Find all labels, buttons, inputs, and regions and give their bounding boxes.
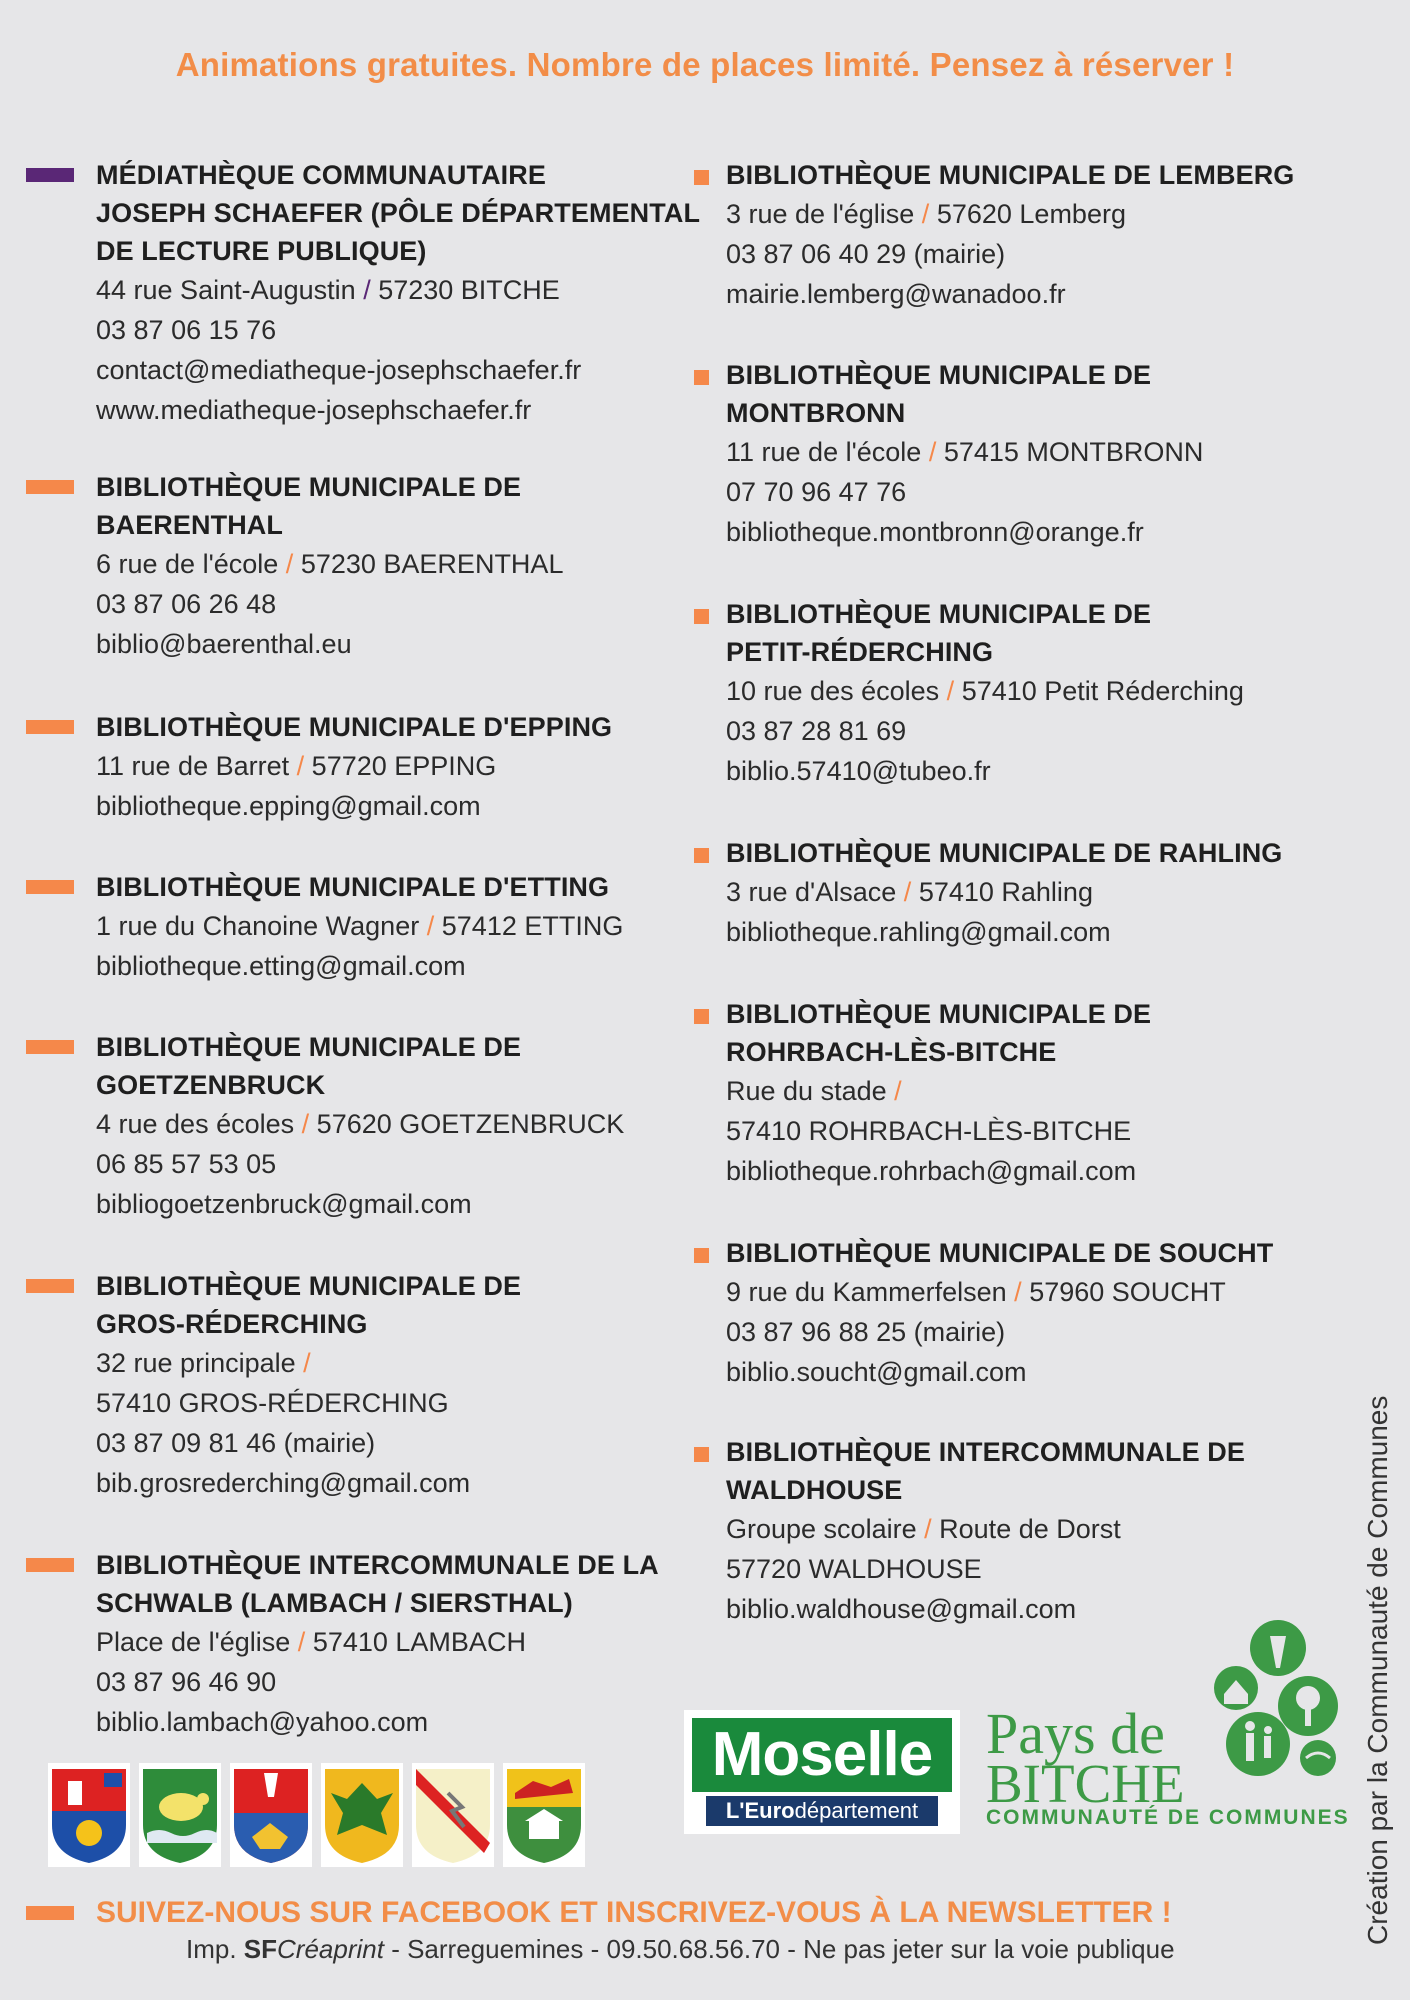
entry-title: MÉDIATHÈQUE COMMUNAUTAIRE bbox=[96, 160, 546, 190]
entry-city: 57720 EPPING bbox=[311, 751, 497, 781]
moselle-wordmark: Moselle bbox=[692, 1718, 952, 1792]
entry-email[interactable]: bibliotheque.rohrbach@gmail.com bbox=[726, 1156, 1137, 1186]
entry-title: ROHRBACH-LÈS-BITCHE bbox=[726, 1037, 1057, 1067]
entry-phone: 03 87 96 88 25 (mairie) bbox=[726, 1317, 1006, 1347]
entry-title: BIBLIOTHÈQUE MUNICIPALE DE SOUCHT bbox=[726, 1238, 1274, 1268]
library-entry: BIBLIOTHÈQUE INTERCOMMUNALE DE LA SCHWALB (LAMBACH / SIERSTHAL) Place de l'église / 57410 LAMBACH 03 87 96 46 90 biblio.lambach@yahoo.com bbox=[96, 1546, 659, 1742]
entry-address: 11 rue de Barret bbox=[96, 751, 290, 781]
marker-square bbox=[694, 370, 709, 385]
entry-email[interactable]: bib.grosrederching@gmail.com bbox=[96, 1468, 471, 1498]
entry-title: BIBLIOTHÈQUE MUNICIPALE DE bbox=[726, 360, 1152, 390]
entry-title: SCHWALB (LAMBACH / SIERSTHAL) bbox=[96, 1588, 573, 1618]
entry-address: 3 rue d'Alsace bbox=[726, 877, 897, 907]
marker-square bbox=[694, 1447, 709, 1462]
library-entry: BIBLIOTHÈQUE MUNICIPALE DE ROHRBACH-LÈS-BITCHE Rue du stade / 57410 ROHRBACH-LÈS-BITCHE bibliotheque.rohrbach@gmail.com bbox=[726, 995, 1151, 1191]
entry-city: 57720 WALDHOUSE bbox=[726, 1554, 982, 1584]
marker-square bbox=[694, 1248, 709, 1263]
library-entry: BIBLIOTHÈQUE MUNICIPALE D'ETTING 1 rue du Chanoine Wagner / 57412 ETTING bibliotheque.etting@gmail.com bbox=[96, 868, 623, 986]
entry-address: 1 rue du Chanoine Wagner bbox=[96, 911, 420, 941]
pays-logo-line1: Pays de bbox=[986, 1701, 1165, 1766]
entry-email[interactable]: biblio@baerenthal.eu bbox=[96, 629, 352, 659]
crest-2-icon bbox=[139, 1763, 221, 1867]
entry-city: Route de Dorst bbox=[939, 1514, 1121, 1544]
library-entry: BIBLIOTHÈQUE MUNICIPALE DE LEMBERG 3 rue de l'église / 57620 Lemberg 03 87 06 40 29 (mairie) mairie.lemberg@wanadoo.fr bbox=[726, 156, 1294, 314]
marker-square bbox=[694, 1009, 709, 1024]
library-entry: BIBLIOTHÈQUE MUNICIPALE DE GOETZENBRUCK 4 rue des écoles / 57620 GOETZENBRUCK 06 85 57 53 05 bibliogoetzenbruck@gmail.com bbox=[96, 1028, 624, 1224]
crest-6-icon bbox=[503, 1763, 585, 1867]
entry-email[interactable]: bibliogoetzenbruck@gmail.com bbox=[96, 1189, 472, 1219]
entry-city: 57410 Rahling bbox=[918, 877, 1093, 907]
entry-title: BIBLIOTHÈQUE MUNICIPALE DE RAHLING bbox=[726, 838, 1283, 868]
entry-title: MONTBRONN bbox=[726, 398, 906, 428]
crest-4-icon bbox=[321, 1763, 403, 1867]
entry-email[interactable]: biblio.soucht@gmail.com bbox=[726, 1357, 1027, 1387]
entry-address: 6 rue de l'école bbox=[96, 549, 279, 579]
entry-address: Place de l'église bbox=[96, 1627, 291, 1657]
library-entry: BIBLIOTHÈQUE MUNICIPALE DE SOUCHT 9 rue du Kammerfelsen / 57960 SOUCHT 03 87 96 88 25 (mairie) biblio.soucht@gmail.com bbox=[726, 1234, 1273, 1392]
entry-title: BIBLIOTHÈQUE MUNICIPALE DE bbox=[726, 599, 1152, 629]
moselle-logo bbox=[684, 1710, 960, 1834]
entry-phone: 07 70 96 47 76 bbox=[726, 477, 907, 507]
entry-phone: 03 87 96 46 90 bbox=[96, 1667, 277, 1697]
crest-1-icon bbox=[48, 1763, 130, 1867]
pays-logo-line3: COMMUNAUTÉ DE COMMUNES bbox=[986, 1806, 1350, 1829]
entry-title: BIBLIOTHÈQUE INTERCOMMUNALE DE LA bbox=[96, 1550, 659, 1580]
entry-title: BAERENTHAL bbox=[96, 510, 283, 540]
entry-phone: 03 87 09 81 46 (mairie) bbox=[96, 1428, 376, 1458]
marker-bar bbox=[26, 1906, 74, 1920]
entry-email[interactable]: bibliotheque.etting@gmail.com bbox=[96, 951, 466, 981]
marker-bar bbox=[26, 168, 74, 182]
marker-square bbox=[694, 848, 709, 863]
marker-bar bbox=[26, 720, 74, 734]
footer-call-to-action: SUIVEZ-NOUS SUR FACEBOOK ET INSCRIVEZ-VOUS À LA NEWSLETTER ! bbox=[96, 1896, 1172, 1929]
entry-title: GOETZENBRUCK bbox=[96, 1070, 326, 1100]
marker-bar bbox=[26, 880, 74, 894]
entry-phone: 03 87 06 15 76 bbox=[96, 315, 277, 345]
entry-email[interactable]: biblio.lambach@yahoo.com bbox=[96, 1707, 429, 1737]
marker-bar bbox=[26, 480, 74, 494]
entry-city: 57620 Lemberg bbox=[936, 199, 1126, 229]
entry-title: PETIT-RÉDERCHING bbox=[726, 637, 994, 667]
marker-square bbox=[694, 609, 709, 624]
entry-address: Rue du stade bbox=[726, 1076, 887, 1106]
library-entry: BIBLIOTHÈQUE MUNICIPALE DE MONTBRONN 11 rue de l'école / 57415 MONTBRONN 07 70 96 47 76 bibliotheque.montbronn@orange.fr bbox=[726, 356, 1203, 552]
entry-city: 57410 ROHRBACH-LÈS-BITCHE bbox=[726, 1116, 1132, 1146]
entry-title: DE LECTURE PUBLIQUE) bbox=[96, 236, 427, 266]
pays-de-bitche-emblem-icon bbox=[1200, 1618, 1340, 1778]
moselle-subtitle: L'Eurodépartement bbox=[706, 1796, 938, 1826]
entry-address: 3 rue de l'église bbox=[726, 199, 915, 229]
library-entry: BIBLIOTHÈQUE MUNICIPALE DE GROS-RÉDERCHING 32 rue principale / 57410 GROS-RÉDERCHING 03 87 09 81 46 (mairie) bib.grosrederching@gmail.com bbox=[96, 1267, 521, 1503]
entry-title: BIBLIOTHÈQUE INTERCOMMUNALE DE bbox=[726, 1437, 1245, 1467]
entry-title: BIBLIOTHÈQUE MUNICIPALE DE bbox=[726, 999, 1152, 1029]
footer-imprint: Imp. SFCréaprint - Sarreguemines - 09.50.68.56.70 - Ne pas jeter sur la voie publique bbox=[186, 1934, 1175, 1964]
entry-city: 57230 BITCHE bbox=[378, 275, 560, 305]
entry-phone: 03 87 06 26 48 bbox=[96, 589, 277, 619]
entry-city: 57410 LAMBACH bbox=[312, 1627, 526, 1657]
banner-title: Animations gratuites. Nombre de places limité. Pensez à réserver ! bbox=[175, 46, 1235, 83]
entry-address: 9 rue du Kammerfelsen bbox=[726, 1277, 1007, 1307]
entry-title: BIBLIOTHÈQUE MUNICIPALE DE bbox=[96, 1271, 522, 1301]
entry-email[interactable]: biblio.waldhouse@gmail.com bbox=[726, 1594, 1077, 1624]
entry-title: WALDHOUSE bbox=[726, 1475, 903, 1505]
vertical-credit: Création par la Communauté de Communes bbox=[1362, 1395, 1393, 1945]
entry-city: 57410 GROS-RÉDERCHING bbox=[96, 1388, 449, 1418]
entry-phone: 03 87 06 40 29 (mairie) bbox=[726, 239, 1006, 269]
entry-phone: 03 87 28 81 69 bbox=[726, 716, 907, 746]
library-entry: BIBLIOTHÈQUE MUNICIPALE DE PETIT-RÉDERCHING 10 rue des écoles / 57410 Petit Réderching 03 87 28 81 69 biblio.57410@tubeo.fr bbox=[726, 595, 1244, 791]
entry-email[interactable]: bibliotheque.epping@gmail.com bbox=[96, 791, 481, 821]
entry-title: BIBLIOTHÈQUE MUNICIPALE DE LEMBERG bbox=[726, 160, 1295, 190]
entry-title: JOSEPH SCHAEFER (PÔLE DÉPARTEMENTAL bbox=[96, 198, 701, 228]
entry-address: 11 rue de l'école bbox=[726, 437, 922, 467]
entry-phone: 06 85 57 53 05 bbox=[96, 1149, 277, 1179]
entry-title: GROS-RÉDERCHING bbox=[96, 1309, 368, 1339]
crest-3-icon bbox=[230, 1763, 312, 1867]
entry-city: 57410 Petit Réderching bbox=[961, 676, 1244, 706]
entry-address: 4 rue des écoles bbox=[96, 1109, 295, 1139]
entry-title: BIBLIOTHÈQUE MUNICIPALE D'EPPING bbox=[96, 712, 613, 742]
entry-city: 57960 SOUCHT bbox=[1029, 1277, 1226, 1307]
entry-city: 57230 BAERENTHAL bbox=[300, 549, 564, 579]
marker-square bbox=[694, 170, 709, 185]
entry-title: BIBLIOTHÈQUE MUNICIPALE DE bbox=[96, 472, 522, 502]
entry-email[interactable]: mairie.lemberg@wanadoo.fr bbox=[726, 279, 1066, 309]
entry-address: 10 rue des écoles bbox=[726, 676, 940, 706]
entry-website[interactable]: www.mediatheque-josephschaefer.fr bbox=[96, 395, 532, 425]
library-entry: BIBLIOTHÈQUE INTERCOMMUNALE DE WALDHOUSE Groupe scolaire / Route de Dorst 57720 WALDHOUSE biblio.waldhouse@gmail.com bbox=[726, 1433, 1245, 1629]
entry-email[interactable]: biblio.57410@tubeo.fr bbox=[726, 756, 991, 786]
entry-title: BIBLIOTHÈQUE MUNICIPALE DE bbox=[96, 1032, 522, 1062]
library-entry: BIBLIOTHÈQUE MUNICIPALE DE BAERENTHAL 6 rue de l'école / 57230 BAERENTHAL 03 87 06 26 48 biblio@baerenthal.eu bbox=[96, 468, 563, 664]
entry-title: BIBLIOTHÈQUE MUNICIPALE D'ETTING bbox=[96, 872, 610, 902]
crest-5-icon bbox=[412, 1763, 494, 1867]
entry-city: 57412 ETTING bbox=[441, 911, 624, 941]
pays-logo-line2: BITCHE bbox=[986, 1753, 1185, 1814]
library-entry: MÉDIATHÈQUE COMMUNAUTAIRE JOSEPH SCHAEFER (PÔLE DÉPARTEMENTAL DE LECTURE PUBLIQUE) 44 rue Saint-Augustin / 57230 BITCHE 03 87 06 15 76 contact@mediatheque-josephschaefer.fr www.mediatheque-josephschaefer.fr bbox=[96, 156, 700, 430]
library-entry: BIBLIOTHÈQUE MUNICIPALE D'EPPING 11 rue de Barret / 57720 EPPING bibliotheque.epping@gmail.com bbox=[96, 708, 612, 826]
entry-email[interactable]: bibliotheque.montbronn@orange.fr bbox=[726, 517, 1144, 547]
entry-email[interactable]: contact@mediatheque-josephschaefer.fr bbox=[96, 355, 582, 385]
entry-city: 57620 GOETZENBRUCK bbox=[316, 1109, 625, 1139]
entry-address: 44 rue Saint-Augustin bbox=[96, 275, 356, 305]
entry-address: 32 rue principale bbox=[96, 1348, 296, 1378]
marker-bar bbox=[26, 1558, 74, 1572]
entry-email[interactable]: bibliotheque.rahling@gmail.com bbox=[726, 917, 1111, 947]
marker-bar bbox=[26, 1040, 74, 1054]
library-entry: BIBLIOTHÈQUE MUNICIPALE DE RAHLING 3 rue d'Alsace / 57410 Rahling bibliotheque.rahling@gmail.com bbox=[726, 834, 1282, 952]
entry-city: 57415 MONTBRONN bbox=[943, 437, 1204, 467]
marker-bar bbox=[26, 1279, 74, 1293]
entry-address: Groupe scolaire bbox=[726, 1514, 917, 1544]
